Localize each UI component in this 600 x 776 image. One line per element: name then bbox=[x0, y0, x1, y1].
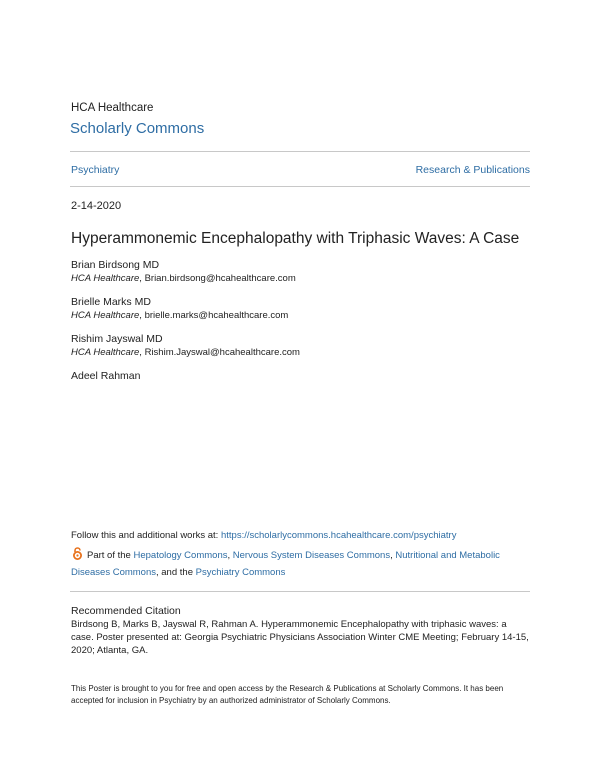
psychiatry-commons-link[interactable]: Psychiatry Commons bbox=[195, 567, 286, 578]
affiliation-name: HCA Healthcare bbox=[71, 273, 140, 284]
author-email: , brielle.marks@hcahealthcare.com bbox=[139, 310, 289, 321]
author-affiliation bbox=[71, 310, 288, 321]
hepatology-commons-link[interactable]: Hepatology Commons bbox=[133, 550, 228, 561]
part-of-prefix: Part of the bbox=[87, 550, 134, 561]
separator: , bbox=[227, 550, 233, 561]
author-name: Brielle Marks MD bbox=[71, 296, 151, 308]
recommended-citation-text: Birdsong B, Marks B, Jayswal R, Rahman A. Hyperammonemic Encephalopathy with triphasic waves: a case. Poster presented at: Georgia Psychiatric Physicians Association Winter CME Meeting; February 14-15, 2020; Atlanta, GA. bbox=[71, 619, 529, 656]
follow-line bbox=[71, 530, 456, 541]
organization-name: HCA Healthcare bbox=[71, 102, 154, 114]
divider bbox=[70, 186, 530, 187]
open-access-icon bbox=[71, 547, 84, 560]
author-affiliation bbox=[71, 273, 296, 284]
author-name: Brian Birdsong MD bbox=[71, 259, 160, 271]
separator: , and the bbox=[156, 567, 196, 578]
separator: , bbox=[390, 550, 396, 561]
divider bbox=[70, 591, 530, 592]
psychiatry-link[interactable]: Psychiatry bbox=[71, 164, 120, 176]
divider bbox=[70, 151, 530, 152]
publication-date: 2-14-2020 bbox=[71, 200, 122, 212]
access-notice: This Poster is brought to you for free and open access by the Research & Publications at Scholarly Commons. It has been accepted for inclusion in Psychiatry by an authorized administrator of Scholarly Commons. bbox=[71, 684, 504, 705]
follow-text: Follow this and additional works at: bbox=[71, 530, 221, 541]
recommended-citation-heading: Recommended Citation bbox=[71, 605, 181, 617]
author-affiliation bbox=[71, 347, 300, 358]
document-title: Hyperammonemic Encephalopathy with Triphasic Waves: A Case bbox=[71, 230, 520, 247]
author-email: , Brian.birdsong@hcahealthcare.com bbox=[139, 273, 296, 284]
nervous-system-diseases-commons-link[interactable]: Nervous System Diseases Commons bbox=[232, 550, 391, 561]
author-name: Rishim Jayswal MD bbox=[71, 333, 163, 345]
affiliation-name: HCA Healthcare bbox=[71, 310, 140, 321]
repository-link[interactable]: Scholarly Commons bbox=[70, 120, 205, 137]
part-of-block bbox=[71, 547, 533, 581]
affiliation-name: HCA Healthcare bbox=[71, 347, 140, 358]
author-name: Adeel Rahman bbox=[71, 370, 141, 382]
nutritional-metabolic-diseases-commons-link[interactable]: Nutritional and Metabolic Diseases Commons bbox=[71, 550, 500, 578]
author-email: , Rishim.Jayswal@hcahealthcare.com bbox=[139, 347, 300, 358]
research-publications-link[interactable]: Research & Publications bbox=[415, 164, 530, 176]
collection-url-link[interactable]: https://scholarlycommons.hcahealthcare.com/psychiatry bbox=[220, 530, 457, 541]
